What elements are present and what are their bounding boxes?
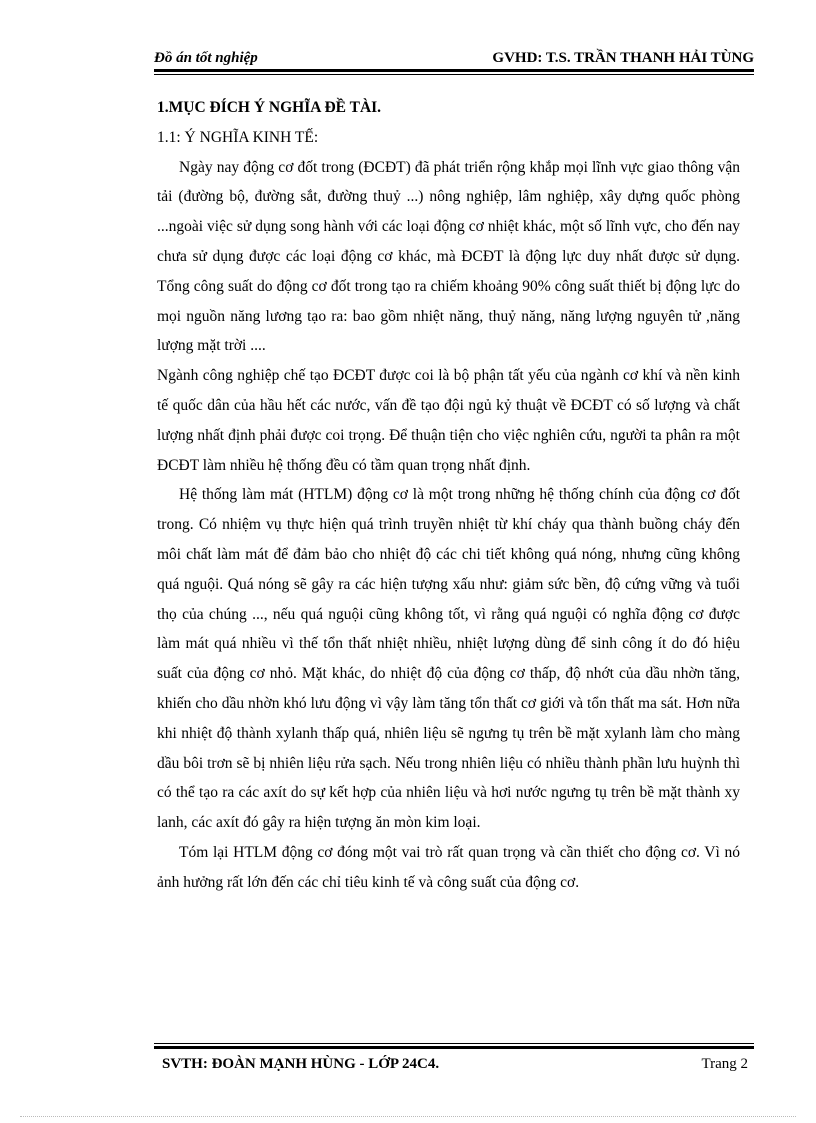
page-content [157,93,740,898]
footer-student: SVTH: ĐOÀN MẠNH HÙNG - LỚP 24C4. [162,1056,440,1072]
header-document-title: Đồ án tốt nghiệp [154,50,258,66]
header-rule-thin [154,74,754,75]
paragraph-intro: Ngày nay động cơ đốt trong (ĐCĐT) đã phát triển rộng khắp mọi lĩnh vực giao thông vận tải (đường bộ, đường sắt, đường thuỷ ...) nông nghiệp, lâm nghiệp, xây dựng quốc phòng ...ngoài việc sử dụng song hành với các loại động cơ nhiệt khác, một số lĩnh vực, cho đến nay chưa sử dụng được các loại động cơ khác, mà ĐCĐT là động lực duy nhất được sử dụng. Tổng công suất do động cơ đốt trong tạo ra chiếm khoảng 90% công suất thiết bị động lực do mọi nguồn năng lương tạo ra: bao gồm nhiệt năng, thuỷ năng, năng lượng nguyên tử ,năng lượng mặt trời .... [157,158,740,355]
header-supervisor: GVHD: T.S. TRẦN THANH HẢI TÙNG [492,50,754,66]
subsection-heading: 1.1: Ý NGHĨA KINH TẾ: [157,128,319,146]
header-rule-thick [154,69,754,72]
page-number: Trang 2 [701,1056,748,1072]
footer-rule-thin [154,1043,754,1044]
footer-rule-thick [154,1046,754,1049]
page-edge-divider [20,1116,796,1117]
page-header [154,50,754,70]
paragraph-cooling-system: Hệ thống làm mát (HTLM) động cơ là một trong những hệ thống chính của động cơ đốt trong. Có nhiệm vụ thực hiện quá trình truyền nhiệt từ khí cháy qua thành buồng cháy đến môi chất làm mát để đảm bảo cho nhiệt độ các chi tiết không quá nóng, nhưng cũng không quá nguội. Quá nóng sẽ gây ra các hiện tượng xấu như: giảm sức bền, độ cứng vững và tuổi thọ của chúng ..., nếu quá nguội cũng không tốt, vì rằng quá nguội có nghĩa động cơ được làm mát quá nhiều vì thế tổn thất nhiệt nhiều, nhiệt lượng dùng để sinh công ít do đó hiệu suất của động cơ nhỏ. Mặt khác, do nhiệt độ của động cơ thấp, độ nhớt của dầu nhờn tăng, khiến cho dầu nhờn khó lưu động vì vậy làm tăng tổn thất cơ giới và tổn thất ma sát. Hơn nữa khi nhiệt độ thành xylanh thấp quá, nhiên liệu sẽ ngưng tụ trên bề mặt xylanh làm cho màng dầu bôi trơn sẽ bị nhiên liệu rửa sạch. Nếu trong nhiên liệu có nhiều thành phần lưu huỳnh thì có thể tạo ra các axít do sự kết hợp của nhiên liệu và hơi nước ngưng tụ trên bề mặt thành xy lanh, các axít đó gây ra hiện tượng ăn mòn kim loại. [157,486,740,832]
paragraph-conclusion: Tóm lại HTLM động cơ đóng một vai trò rất quan trọng và cần thiết cho động cơ. Vì nó ảnh hưởng rất lớn đến các chỉ tiêu kinh tế và công suất của động cơ. [157,843,740,891]
section-heading: 1.MỤC ĐÍCH Ý NGHĨA ĐỀ TÀI. [157,99,382,116]
paragraph-industry: Ngành công nghiệp chế tạo ĐCĐT được coi là bộ phận tất yếu của ngành cơ khí và nền kinh tế quốc dân của hầu hết các nước, vấn đề tạo đội ngủ kỷ thuật về ĐCĐT có số lượng và chất lượng nhất định phải được coi trọng. Để thuận tiện cho việc nghiên cứu, người ta phân ra một ĐCĐT làm nhiều hệ thống đều có tầm quan trọng nhất định. [157,367,740,474]
page-footer [162,1056,748,1078]
